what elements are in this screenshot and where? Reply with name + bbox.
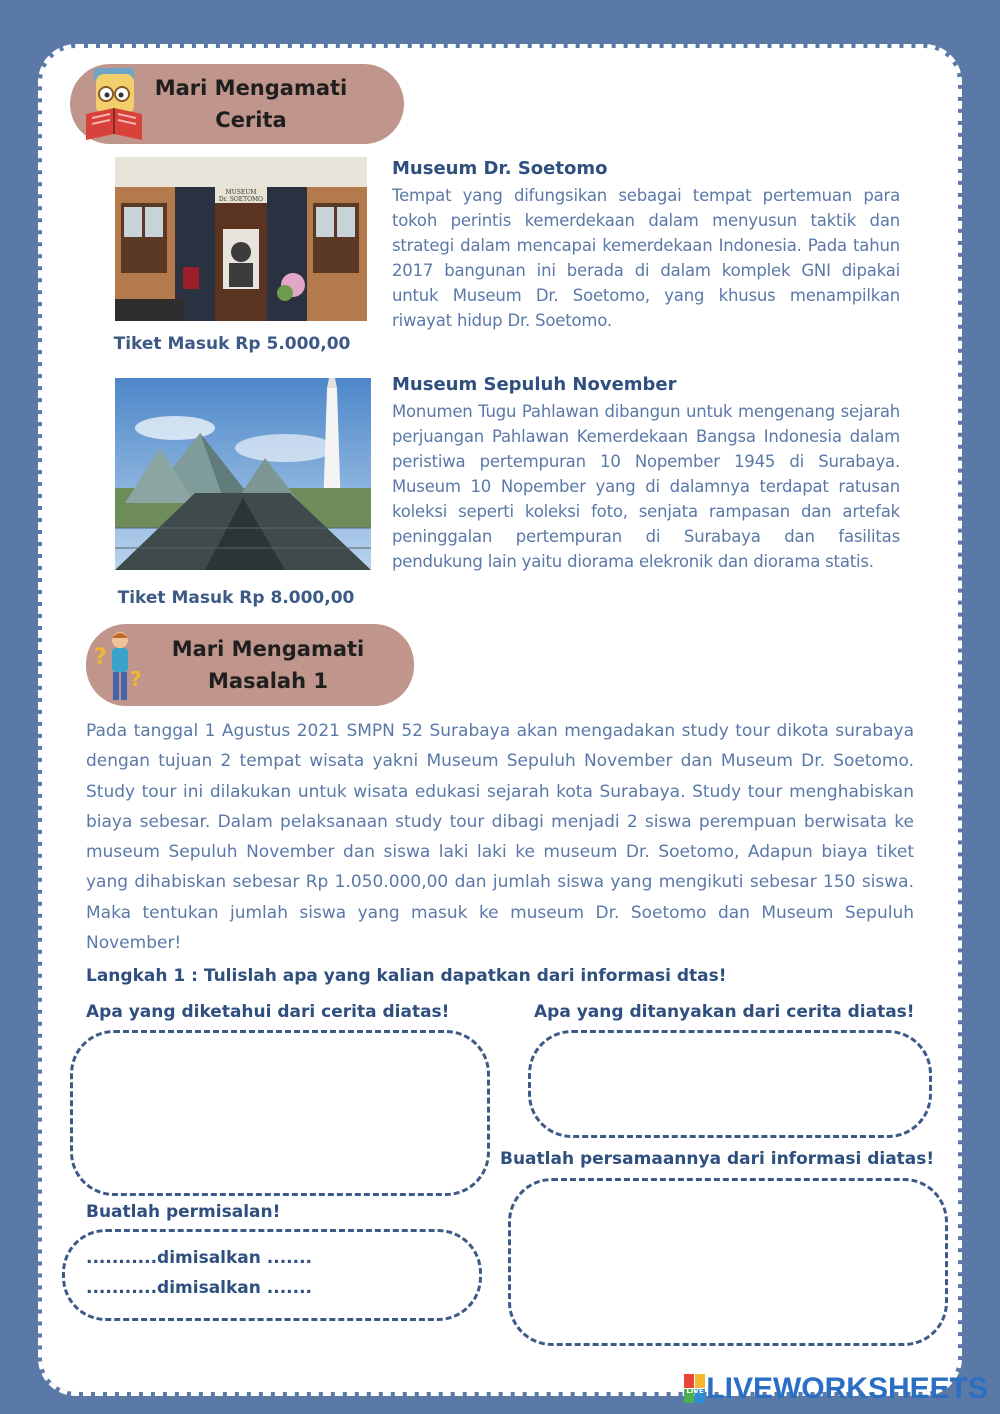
- known-answer-box[interactable]: [70, 1030, 490, 1196]
- badge-title-line2: Cerita: [215, 108, 287, 132]
- logo-wordmark: LIVEWORKSHEETS: [706, 1372, 988, 1405]
- asked-label: Apa yang ditanyakan dari cerita diatas!: [534, 1002, 915, 1022]
- assume-label: Buatlah permisalan!: [86, 1202, 281, 1222]
- liveworksheets-logo: [684, 1372, 988, 1406]
- museum-soetomo-ticket: Tiket Masuk Rp 5.000,00: [113, 334, 351, 354]
- museum-soetomo-title: Museum Dr. Soetomo: [392, 158, 608, 179]
- badge-title-line1: Mari Mengamati: [171, 637, 365, 661]
- asked-answer-box[interactable]: [528, 1030, 932, 1138]
- problem-statement: Pada tanggal 1 Agustus 2021 SMPN 52 Surabaya akan mengadakan study tour dikota surabaya dengan tujuan 2 tempat wisata yakni Museum Sepuluh November dan Museum Dr. Soetomo. Study tour ini dilakukan untuk wisata edukasi sejarah kota Surabaya. Study tour menghabiskan biaya sebesar. Dalam pelaksanaan study tour dibagi menjadi 2 siswa perempuan berwisata ke museum Sepuluh November dan siswa laki laki ke museum Dr. Soetomo, Adapun biaya tiket yang dihabiskan sebesar Rp 1.050.000,00 dan jumlah siswa yang mengikuti sebesar 150 siswa. Maka tentukan jumlah siswa yang masuk ke museum Dr. Soetomo dan Museum Sepuluh November!: [86, 721, 914, 954]
- badge-title-line1: Mari Mengamati: [154, 76, 348, 100]
- reading-book-icon: [84, 62, 150, 144]
- svg-text:?: ?: [94, 645, 107, 670]
- assume-line-2[interactable]: ...........dimisalkan .......: [86, 1278, 312, 1298]
- known-label: Apa yang diketahui dari cerita diatas!: [86, 1002, 450, 1022]
- step1-heading: Langkah 1 : Tulislah apa yang kalian dapatkan dari informasi dtas!: [86, 966, 727, 986]
- museum-sepuluh-november-title: Museum Sepuluh November: [392, 374, 677, 395]
- equation-label: Buatlah persamaannya dari informasi diatas!: [500, 1149, 935, 1169]
- thinking-person-icon: [92, 628, 148, 706]
- museum-sign-line1: MUSEUM: [225, 189, 257, 196]
- museum-sepuluh-november-ticket: Tiket Masuk Rp 8.000,00: [117, 588, 355, 608]
- live-badge-text: LIVE: [686, 1387, 704, 1395]
- museum-soetomo-photo: [115, 157, 367, 321]
- svg-text:?: ?: [130, 667, 142, 691]
- badge-title-line2: Masalah 1: [208, 669, 328, 693]
- museum-sepuluh-november-photo: [115, 378, 371, 570]
- live-badge-icon: [684, 1374, 706, 1404]
- museum-sepuluh-november-description: Monumen Tugu Pahlawan dibangun untuk mengenang sejarah perjuangan Pahlawan Kemerdekaan Bangsa Indonesia dalam peristiwa pertempuran 10 Nopember 1945 di Surabaya. Museum 10 Nopember yang di dalamnya terdapat ratusan koleksi seperti koleksi foto, senjata rampasan dan artefak peninggalan pertempuran di Surabaya dan fasilitas pendukung lain yaitu diorama elekronik dan diorama statis.: [392, 402, 900, 571]
- assume-answer-box[interactable]: [62, 1229, 482, 1321]
- museum-soetomo-description: Tempat yang difungsikan sebagai tempat pertemuan para tokoh perintis kemerdekaan dalam menyusun taktik dan strategi dalam mencapai kemerdekaan Indonesia. Pada tahun 2017 bangunan ini berada di dalam komplek GNI dipakai untuk Museum Dr. Soetomo, yang khusus menampilkan riwayat hidup Dr. Soetomo.: [392, 186, 900, 330]
- assume-line-1[interactable]: ...........dimisalkan .......: [86, 1248, 312, 1268]
- equation-answer-box[interactable]: [508, 1178, 948, 1346]
- museum-sign-line2: Dr. SOETOMO: [218, 196, 264, 203]
